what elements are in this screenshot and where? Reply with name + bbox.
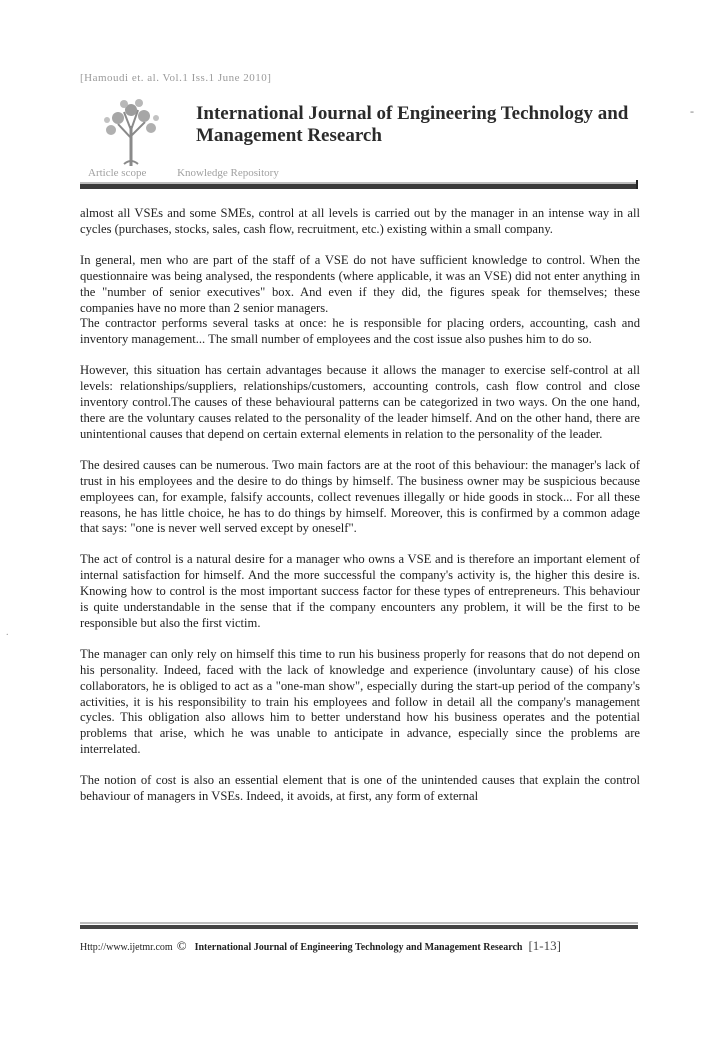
header-rule — [80, 184, 638, 189]
journal-title: International Journal of Engineering Technology and Management Research — [196, 103, 629, 146]
copyright-icon: © — [176, 938, 187, 953]
paragraph-6: The act of control is a natural desire for a manager who owns a VSE and is therefore an important element of internal satisfaction for himself. And the more successful the company's activity is, the higher this desire is. Knowing how to control is the most important success factor for these types of entrepreneurs. This behaviour is quite understandable in the sense that if the company encounters any problem, it will be the first to be responsible but also the first victim. — [80, 552, 640, 630]
paragraph-5: The desired causes can be numerous. Two main factors are at the root of this behaviour: the manager's lack of trust in his employees and the desire to do things by himself. The business owner may be suspicious because employees can, for example, falsify accounts, collect revenues illegally or hide goods in stock... For all these reasons, he has little choice, he has to do things by himself. Moreover, this is confirmed by a common adage that says: "one is never well served except by oneself". — [80, 457, 640, 536]
article-scope-label: Article scope — [88, 167, 147, 179]
article-body — [80, 206, 640, 820]
paragraph-4: However, this situation has certain advantages because it allows the manager to exercise self-control at all levels: relationships/suppliers, relationships/customers, accounting controls, cash flow control and close inventory control.The causes of these behavioural patterns can be categorized in two ways. On the one hand, there are the voluntary causes related to the personality of the leader himself. And on the other hand, there are unintentional causes that depend on certain external elements in relation to the personality of the leader. — [80, 363, 640, 441]
paragraph-8: The notion of cost is also an essential element that is one of the unintended causes that explain the control behaviour of managers in VSEs. Indeed, it avoids, at first, any form of external — [80, 773, 640, 804]
footer-rule-thin — [80, 922, 638, 924]
journal-logo-icon — [100, 96, 162, 168]
page-reference: [Hamoudi et. al. Vol.1 Iss.1 June 2010] — [80, 72, 272, 84]
footer-rule — [80, 925, 638, 929]
scope-line — [88, 167, 348, 179]
footer-url-link[interactable]: Http://www.ijetmr.com — [80, 942, 173, 953]
paragraph-7: The manager can only rely on himself this time to run his business properly for reasons that do not depend on his personality. Indeed, faced with the lack of knowledge and experience (involuntary cause) of his close collaborators, he is obliged to act as a "one-man show", especially during the start-up period of the company's activities, it is his responsibility to train his employees and follow in detail all the company's management cycles. This obligation also allows him to better understand how his business operates and the potential problems that arise, which he was unable to anticipate in advance, especially since the problems are interrelated. — [80, 646, 640, 757]
footer-journal-name: International Journal of Engineering Technology and Management Research — [194, 942, 523, 953]
left-margin-mark: . — [6, 627, 9, 638]
paragraph-3: The contractor performs several tasks at once: he is responsible for placing orders, accounting, cash and inventory management... The small number of employees and the cost issue also pushes him to do so. — [80, 316, 640, 347]
paragraph-1: almost all VSEs and some SMEs, control at all levels is carried out by the manager in an intense way in all cycles (purchases, stocks, sales, cash flow, recruitment, etc.) existing within a small company. — [80, 206, 640, 236]
page-footer — [80, 938, 640, 954]
right-margin-mark: - — [690, 104, 694, 118]
header-rule-tick — [636, 180, 638, 189]
paragraph-2: In general, men who are part of the staff of a VSE do not have sufficient knowledge to control. When the questionnaire was being analysed, the respondents (where applicable, it was an VSE) did not enter anything in the "number of senior executives" box. And even if they did, the figures speak for themselves; these companies have no more than 2 senior managers. — [80, 252, 640, 315]
knowledge-repository-label: Knowledge Repository — [177, 167, 279, 179]
page-range: [1-13] — [528, 938, 561, 953]
